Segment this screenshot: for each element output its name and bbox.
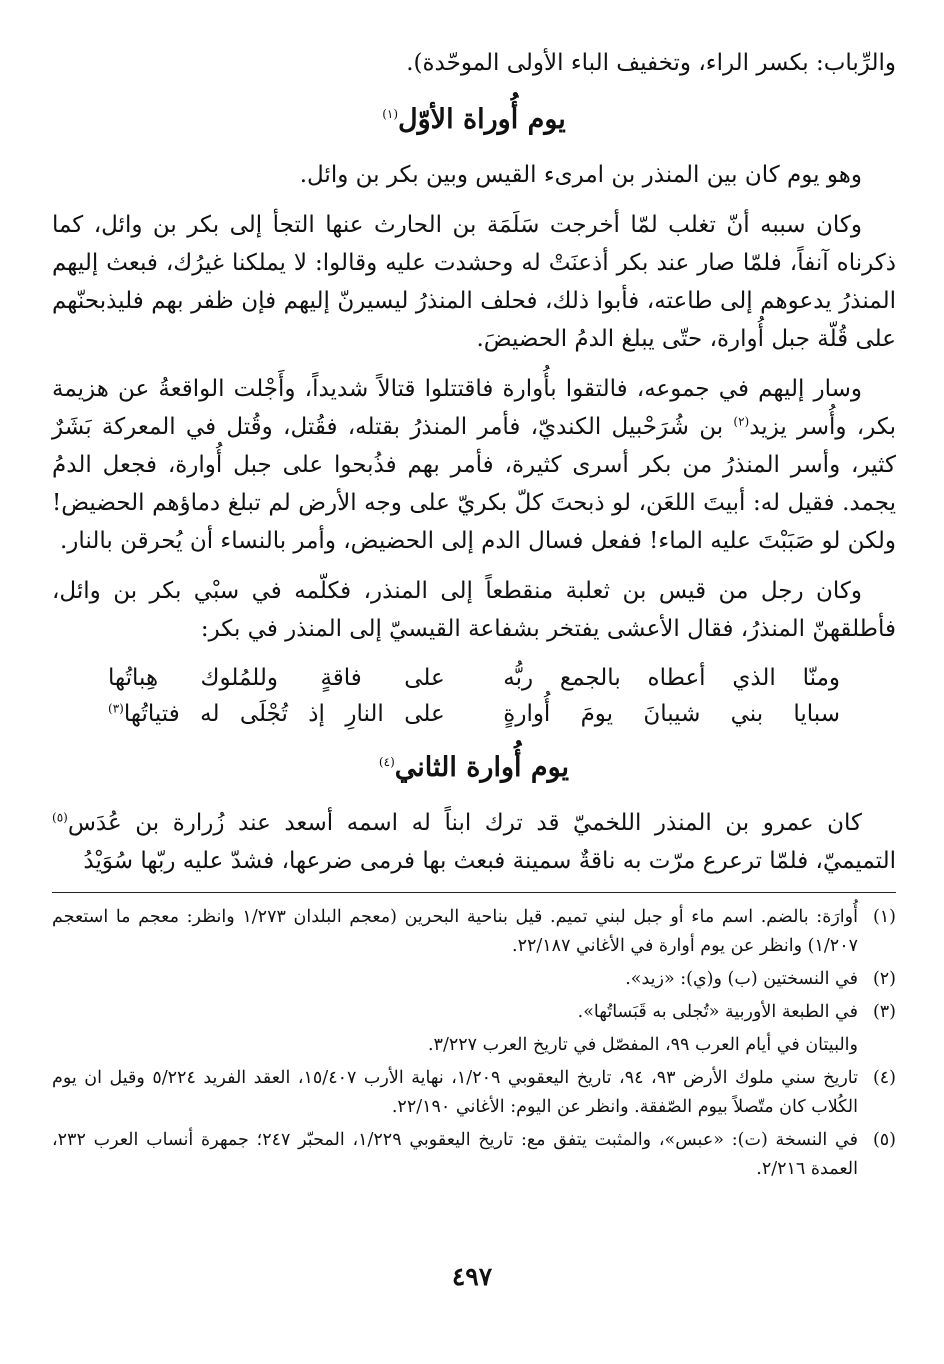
footnote-text: أُوارَة: بالضم. اسم ماء أو جبل لبني تميم. قيل بناحية البحرين (معجم البلدان ١/٢٧٣ وانظر: معجم ما استعجم ١/٢٠٧) وانظر عن يوم أوارة في الأغاني ٢٢/١٨٧. [52,907,858,956]
paragraph-3 [52,370,896,560]
verse-second-hemistich [108,696,445,732]
footnote-marker: (٥) [52,810,68,825]
footnote-marker: (٤) [378,755,395,769]
verse-first-hemistich: سبايا بني شيبانَ يومَ أُوارةٍ [503,701,840,727]
footnote [52,965,896,994]
verse-second-hemistich: على فاقةٍ وللمُلوك هِباتُها [108,665,445,691]
footnote-number: (٤) [872,1068,896,1088]
footnote [52,998,896,1027]
footnote [52,1126,896,1184]
footnote-text: في الطبعة الأوربية «تُجلى به قَبَساتُها». [577,1002,858,1022]
verse-line [52,696,896,732]
paragraph-5 [52,804,896,880]
page-number: ٤٩٧ [451,1262,493,1291]
paragraph-1: وهو يوم كان بين المنذر بن امرىء القيس وبين بكر بن وائل. [299,162,862,188]
verse-line [52,660,896,696]
verse-text: على النارِ إذ تُجْلَى له فتياتُها [123,701,445,727]
paragraph-3-part-a: وسار إليهم في جموعه، فالتقوا بأُوارة فاقتتلوا قتالاً شديداً، وأَجْلت الواقعةُ عن هزيمة بكر، وأُسر يزيد [52,376,896,440]
footnote-marker: (١) [382,107,399,121]
footnote-marker: (٢) [733,414,750,429]
footnote-text: والبيتان في أيام العرب ٩٩، المفصّل في تاريخ العرب ٣/٢٢٧. [427,1035,858,1055]
paragraph-5-part-b: التميميّ، فلمّا ترعرع مرّت به ناقةٌ سمينة فبعث بها فرمى ضرعها، فشدّ عليه ربّها سُوَيْدُ [83,848,896,874]
footnote-number: (٢) [872,969,896,989]
paragraph-3-part-b: بن شُرَحْبيل الكنديّ، فأمر المنذرُ بقتله، فقُتل، وقُتل في المعركة بَشَرٌ كثير، وأسر المنذرُ من بكر أسرى كثيرة، فأمر بهم فذُبحوا على جبل أُوارة، فجعل الدمُ يجمد. فقيل له: أبيتَ اللعَن، لو ذبحتَ كلّ بكريّ على وجه الأرض لم تبلغ دماؤهم الحضيض! ولكن لو صَبَبْتَ عليه الماء! ففعل فسال الدم إلى الحضيض، وأمر بالنساء أن يُحرقن بالنار. [52,414,896,554]
poem-verses [52,660,896,732]
heading-text: يوم أُوارة الثاني [394,752,570,783]
footnote-text: في النسختين (ب) و(ي): «زيد». [625,969,858,989]
footnote-separator [52,892,896,893]
continuation-line: والرِّباب: بكسر الراء، وتخفيف الباء الأولى الموحّدة). [406,50,896,76]
footnote-number: (٥) [872,1130,896,1150]
footnote [52,1064,896,1122]
paragraph-4: وكان رجل من قيس بن ثعلبة منقطعاً إلى المنذر، فكلّمه في سبْي بكر بن وائل، فأطلقهنّ المنذرُ، فقال الأعشى يفتخر بشفاعة القيسيّ إلى المنذر في بكر: [52,578,896,642]
footnote-number: (٣) [872,1002,896,1022]
footnote-number [858,1031,896,1060]
footnote-continuation [52,1031,896,1060]
paragraph-5-part-a: كان عمرو بن المنذر اللخميّ قد ترك ابناً له اسمه أسعد عند زُرارة بن عُدَس [67,810,862,836]
footnote-text: في النسخة (ت): «عبس»، والمثبت يتفق مع: تاريخ اليعقوبي ١/٢٢٩، المحبّر ٢٤٧؛ جمهرة أنساب العرب ٢٣٢، العمدة ٢/٢١٦. [52,1130,858,1179]
footnote [52,903,896,961]
verse-first-hemistich: ومنّا الذي أعطاه بالجمع ربُّه [503,665,840,691]
heading-text: يوم أُوراة الأوّل [398,104,566,135]
footnote-text: تاريخ سني ملوك الأرض ٩٣، ٩٤، تاريخ اليعقوبي ١/٢٠٩، نهاية الأرب ١٥/٤٠٧، العقد الفريد ٥/٢٢٤ وقيل ان يوم الكُلاب كان متّصلاً بيوم الصّفقة. وانظر عن اليوم: الأغاني ٢٢/١٩٠. [52,1068,858,1117]
paragraph-2: وكان سببه أنّ تغلب لمّا أخرجت سَلَمَة بن الحارث عنها التجأ إلى بكر بن وائل، كما ذكرناه آنفاً، فلمّا صار عند بكر أذعنَتْ له وحشدت عليه وقالوا: لا يملكنا غيرُك، فبعث إليهم المنذرُ يدعوهم إلى طاعته، فأبوا ذلك، فحلف المنذرُ ليسيرنّ إليهم فإن ظفر بهم فليذبحنّهم على قُلّة جبل أُوارة، حتّى يبلغ الدمُ الحضيضَ. [52,212,896,352]
footnote-number: (١) [872,907,896,927]
footnotes [52,903,896,1184]
section-heading-second-day [52,742,896,788]
section-heading-first-day [52,94,896,140]
footnote-marker: (٣) [108,701,124,716]
